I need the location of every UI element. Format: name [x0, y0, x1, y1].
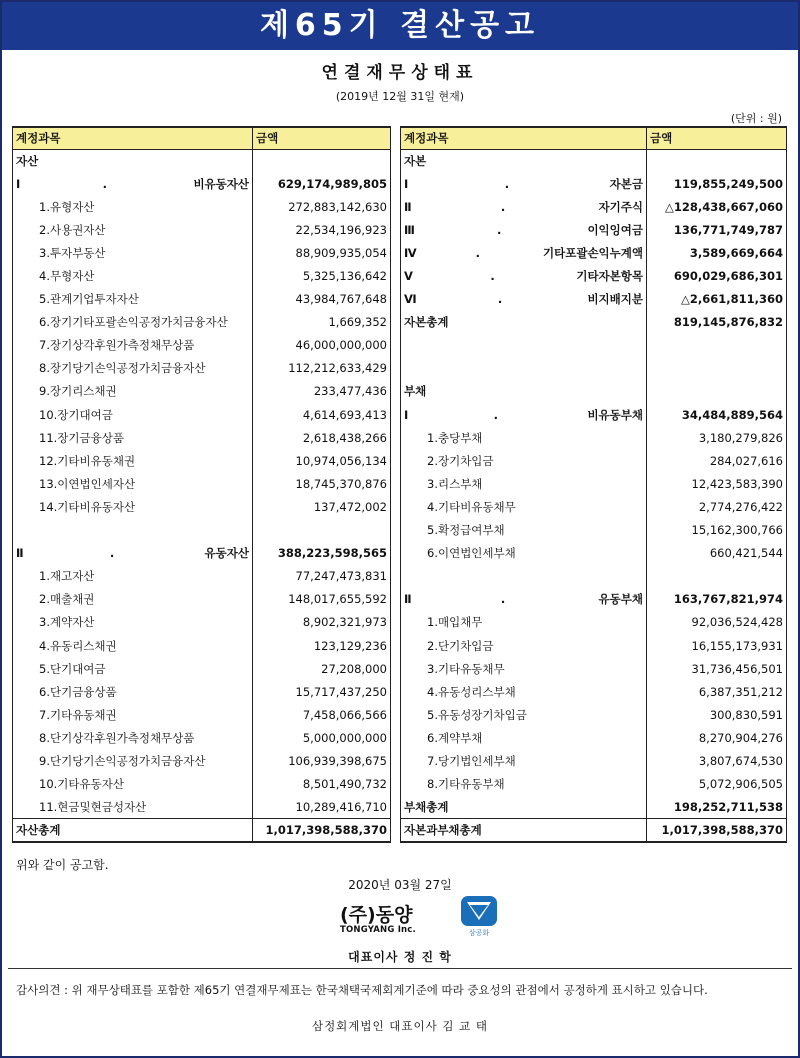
account-label: Ⅰ. 비유동자산	[13, 172, 253, 195]
header-amount: 금액	[253, 127, 391, 149]
account-label: 7.당기법인세부채	[401, 749, 647, 772]
account-label: 10.장기대여금	[13, 403, 253, 426]
account-label: Ⅵ. 비지배지분	[401, 288, 647, 311]
account-label: 10.기타유동자산	[13, 773, 253, 796]
account-label: 5.확정급여부채	[401, 519, 647, 542]
table-row	[401, 172, 787, 195]
account-amount: 123,129,236	[253, 634, 391, 657]
table-row	[13, 288, 391, 311]
divider	[8, 968, 792, 969]
account-label: 3.계약자산	[13, 611, 253, 634]
page-title: 제65기 결산공고	[2, 2, 798, 50]
table-row	[401, 703, 787, 726]
account-amount: 31,736,456,501	[647, 657, 787, 680]
account-amount: 8,501,490,732	[253, 773, 391, 796]
account-label: 1.매입채무	[401, 611, 647, 634]
account-amount: 18,745,370,876	[253, 472, 391, 495]
account-amount: 15,717,437,250	[253, 680, 391, 703]
account-label: Ⅰ. 자본금	[401, 172, 647, 195]
table-row	[13, 773, 391, 796]
account-label: Ⅱ. 자기주식	[401, 195, 647, 218]
account-label: 4.기타비유동채무	[401, 495, 647, 518]
account-label: 부채총계	[401, 796, 647, 819]
account-amount: 10,289,416,710	[253, 796, 391, 819]
account-amount: 77,247,473,831	[253, 565, 391, 588]
account-amount: 92,036,524,428	[647, 611, 787, 634]
table-row	[13, 264, 391, 287]
account-amount: 119,855,249,500	[647, 172, 787, 195]
account-amount: 2,618,438,266	[253, 426, 391, 449]
account-label: Ⅱ. 유동부채	[401, 588, 647, 611]
account-label: Ⅰ. 비유동부채	[401, 403, 647, 426]
account-amount: 690,029,686,301	[647, 264, 787, 287]
account-label: 4.유동성리스부채	[401, 680, 647, 703]
account-amount: 819,145,876,832	[647, 311, 787, 334]
account-amount: 1,017,398,588,370	[253, 819, 391, 842]
account-label: 자본과부채총계	[401, 819, 647, 842]
account-amount: 22,534,196,923	[253, 218, 391, 241]
table-row	[401, 819, 787, 842]
account-amount: 629,174,989,805	[253, 172, 391, 195]
table-row	[13, 172, 391, 195]
account-amount: 3,589,669,664	[647, 241, 787, 264]
account-label: 2.장기차입금	[401, 449, 647, 472]
account-label: 14.기타비유동자산	[13, 495, 253, 518]
table-row	[401, 657, 787, 680]
table-row	[13, 495, 391, 518]
as-of-date: (2019년 12월 31일 현재)	[335, 90, 465, 103]
account-label: 3.리스부채	[401, 472, 647, 495]
account-amount: 34,484,889,564	[647, 403, 787, 426]
table-row	[401, 241, 787, 264]
table-row	[401, 311, 787, 334]
header-account: 계정과목	[13, 127, 253, 149]
account-amount: 1,017,398,588,370	[647, 819, 787, 842]
header-account: 계정과목	[401, 127, 647, 149]
account-amount: 8,270,904,276	[647, 726, 787, 749]
table-row	[13, 519, 391, 542]
table-row	[13, 542, 391, 565]
representative: 대표이사 정 진 학	[348, 950, 452, 964]
account-label	[401, 357, 647, 380]
account-amount: △128,438,667,060	[647, 195, 787, 218]
table-row	[13, 403, 391, 426]
table-row	[401, 796, 787, 819]
account-label: 11.장기금융상품	[13, 426, 253, 449]
table-row	[401, 380, 787, 403]
notice-text: 위와 같이 공고함.	[16, 858, 109, 872]
account-label: 2.단기차입금	[401, 634, 647, 657]
table-row	[401, 426, 787, 449]
account-label: 9.장기리스채권	[13, 380, 253, 403]
table-row	[401, 726, 787, 749]
table-row	[401, 264, 787, 287]
account-amount: 7,458,066,566	[253, 703, 391, 726]
account-amount: 43,984,767,648	[253, 288, 391, 311]
account-amount: 88,909,935,054	[253, 241, 391, 264]
account-label: Ⅴ. 기타자본항목	[401, 264, 647, 287]
account-amount: 6,387,351,212	[647, 680, 787, 703]
logo-sub-text: TONGYANG Inc.	[340, 925, 416, 935]
account-amount	[647, 357, 787, 380]
account-label: 부채	[401, 380, 647, 403]
account-label: 11.현금및현금성자산	[13, 796, 253, 819]
table-row	[401, 403, 787, 426]
account-label: 4.무형자산	[13, 264, 253, 287]
account-amount: 233,477,436	[253, 380, 391, 403]
unit-label: (단위 : 원)	[730, 112, 782, 125]
table-row	[13, 819, 391, 842]
account-label: Ⅳ. 기타포괄손익누계액	[401, 241, 647, 264]
account-amount: 272,883,142,630	[253, 195, 391, 218]
account-label: 자산총계	[13, 819, 253, 842]
account-amount: 300,830,591	[647, 703, 787, 726]
table-row	[13, 195, 391, 218]
table-row	[401, 449, 787, 472]
table-header	[401, 127, 787, 149]
account-amount: 3,180,279,826	[647, 426, 787, 449]
account-label: 3.투자부동산	[13, 241, 253, 264]
table-row	[13, 311, 391, 334]
table-row	[401, 680, 787, 703]
table-row	[13, 334, 391, 357]
account-amount: 12,423,583,390	[647, 472, 787, 495]
account-label: 5.단기대여금	[13, 657, 253, 680]
account-amount: 10,974,056,134	[253, 449, 391, 472]
table-row	[13, 426, 391, 449]
account-amount: 15,162,300,766	[647, 519, 787, 542]
account-amount: △2,661,811,360	[647, 288, 787, 311]
account-amount: 27,208,000	[253, 657, 391, 680]
table-row	[401, 749, 787, 772]
table-header	[13, 127, 391, 149]
account-amount: 1,669,352	[253, 311, 391, 334]
account-label: 7.기타유동채권	[13, 703, 253, 726]
account-label: 9.단기당기손익공정가치금융자산	[13, 749, 253, 772]
table-row	[13, 611, 391, 634]
account-amount: 388,223,598,565	[253, 542, 391, 565]
table-row	[401, 334, 787, 357]
logo-main-text: (주)동양	[340, 904, 413, 926]
account-label: 자산	[13, 149, 253, 172]
table-row	[13, 657, 391, 680]
table-row	[401, 149, 787, 172]
account-amount: 137,472,002	[253, 495, 391, 518]
table-row	[13, 749, 391, 772]
account-amount: 46,000,000,000	[253, 334, 391, 357]
table-row	[13, 588, 391, 611]
account-amount	[647, 565, 787, 588]
table-row	[401, 195, 787, 218]
table-row	[13, 703, 391, 726]
account-amount	[647, 149, 787, 172]
table-row	[401, 542, 787, 565]
account-label: Ⅲ. 이익잉여금	[401, 218, 647, 241]
table-row	[13, 472, 391, 495]
account-amount: 2,774,276,422	[647, 495, 787, 518]
account-label: 5.유동성장기차입금	[401, 703, 647, 726]
account-amount	[647, 380, 787, 403]
account-label: 6.계약부채	[401, 726, 647, 749]
account-amount: 8,902,321,973	[253, 611, 391, 634]
account-label: 7.장기상각후원가측정채무상품	[13, 334, 253, 357]
table-row	[13, 796, 391, 819]
header-amount: 금액	[647, 127, 787, 149]
table-row	[401, 472, 787, 495]
account-label: 13.이연법인세자산	[13, 472, 253, 495]
account-label	[401, 565, 647, 588]
account-amount: 198,252,711,538	[647, 796, 787, 819]
account-label: 6.단기금융상품	[13, 680, 253, 703]
account-amount	[647, 334, 787, 357]
account-amount: 5,000,000,000	[253, 726, 391, 749]
company-emblem-icon	[458, 894, 500, 938]
account-amount: 3,807,674,530	[647, 749, 787, 772]
account-amount: 5,325,136,642	[253, 264, 391, 287]
table-row	[13, 726, 391, 749]
account-label: 8.장기당기손익공정가치금융자산	[13, 357, 253, 380]
account-label: 6.이연법인세부채	[401, 542, 647, 565]
liabilities-equity-table	[400, 126, 787, 843]
account-label: 2.매출채권	[13, 588, 253, 611]
account-amount: 16,155,173,931	[647, 634, 787, 657]
table-row	[401, 218, 787, 241]
auditor-signature: 삼정회계법인 대표이사 김 교 태	[311, 1019, 489, 1033]
table-row	[401, 288, 787, 311]
company-logo	[340, 900, 440, 936]
table-row	[13, 357, 391, 380]
account-amount: 148,017,655,592	[253, 588, 391, 611]
table-row	[13, 241, 391, 264]
account-label: 1.충당부채	[401, 426, 647, 449]
table-row	[13, 634, 391, 657]
account-label: 3.기타유동채무	[401, 657, 647, 680]
table-row	[401, 588, 787, 611]
account-label: 자본	[401, 149, 647, 172]
table-row	[13, 218, 391, 241]
account-amount: 284,027,616	[647, 449, 787, 472]
account-label: 1.재고자산	[13, 565, 253, 588]
publication-date: 2020년 03월 27일	[348, 878, 452, 892]
account-label: Ⅱ. 유동자산	[13, 542, 253, 565]
audit-opinion: 감사의견 : 위 재무상태표를 포함한 제65기 연결재무제표는 한국채택국제회계기준에 따라 중요성의 관점에서 공정하게 표시하고 있습니다.	[16, 983, 708, 997]
table-row	[401, 519, 787, 542]
account-label	[13, 519, 253, 542]
table-row	[401, 357, 787, 380]
account-amount	[253, 149, 391, 172]
account-amount: 660,421,544	[647, 542, 787, 565]
account-label: 5.관계기업투자자산	[13, 288, 253, 311]
account-label: 4.유동리스채권	[13, 634, 253, 657]
account-amount	[253, 519, 391, 542]
account-amount: 163,767,821,974	[647, 588, 787, 611]
account-label: 6.장기기타포괄손익공정가치금융자산	[13, 311, 253, 334]
statement-title: 연결재무상태표	[321, 63, 479, 83]
table-row	[401, 495, 787, 518]
account-amount: 136,771,749,787	[647, 218, 787, 241]
table-row	[401, 565, 787, 588]
account-label: 자본총계	[401, 311, 647, 334]
table-row	[13, 449, 391, 472]
assets-table	[12, 126, 391, 843]
account-label: 1.유형자산	[13, 195, 253, 218]
account-label: 8.단기상각후원가측정채무상품	[13, 726, 253, 749]
account-label	[401, 334, 647, 357]
account-amount: 4,614,693,413	[253, 403, 391, 426]
table-row	[13, 380, 391, 403]
table-row	[401, 611, 787, 634]
account-amount: 106,939,398,675	[253, 749, 391, 772]
emblem-text: 삼공화	[468, 929, 490, 937]
table-row	[401, 634, 787, 657]
table-row	[13, 149, 391, 172]
account-label: 2.사용권자산	[13, 218, 253, 241]
table-row	[13, 680, 391, 703]
table-row	[13, 565, 391, 588]
table-row	[401, 773, 787, 796]
account-amount: 5,072,906,505	[647, 773, 787, 796]
account-amount: 112,212,633,429	[253, 357, 391, 380]
account-label: 12.기타비유동채권	[13, 449, 253, 472]
account-label: 8.기타유동부채	[401, 773, 647, 796]
